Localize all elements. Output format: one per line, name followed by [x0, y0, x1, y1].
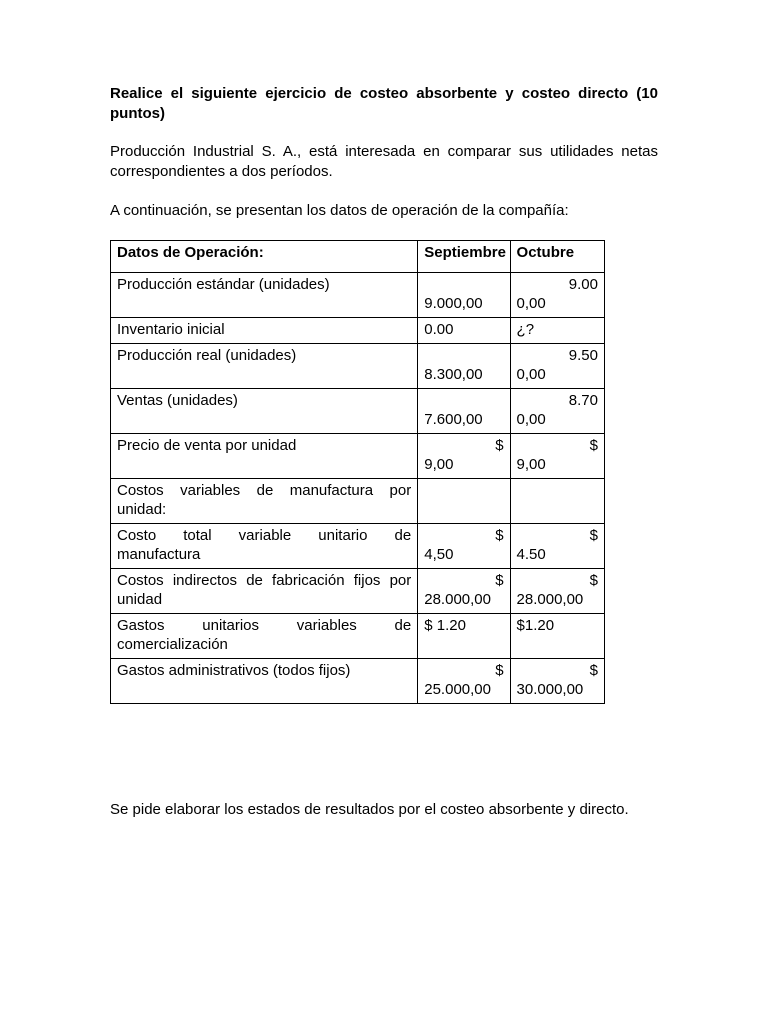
table-row [111, 389, 605, 434]
oct-top: 9.50 [568, 347, 598, 364]
oct-value [510, 479, 604, 524]
oct-value: $1.20 [510, 614, 604, 659]
row-label-line2: unidad [117, 591, 163, 608]
oct-cell [510, 659, 604, 704]
sep-cell [418, 524, 510, 569]
row-label: Ventas (unidades) [111, 389, 418, 434]
table-header-row [111, 241, 605, 273]
oct-cell [510, 524, 604, 569]
row-label: Precio de venta por unidad [111, 434, 418, 479]
row-label [111, 569, 418, 614]
header-octubre: Octubre [510, 241, 604, 273]
oct-currency: $ [589, 437, 598, 454]
sep-value: $ 1.20 [418, 614, 510, 659]
table-row [111, 434, 605, 479]
oct-cell [510, 344, 604, 389]
oct-value: 9,00 [516, 456, 546, 473]
sep-value: 7.600,00 [424, 411, 483, 428]
sep-value: 25.000,00 [424, 681, 491, 698]
row-label-line1: Costo total variable unitario de [117, 527, 412, 544]
sep-currency: $ [495, 527, 504, 544]
sep-cell [418, 389, 510, 434]
table-intro-paragraph: A continuación, se presentan los datos de operación de la compañía: [110, 202, 569, 219]
row-label-line2: manufactura [117, 546, 201, 563]
table-row [111, 524, 605, 569]
oct-top: 8.70 [568, 392, 598, 409]
sep-cell [418, 659, 510, 704]
row-label: Producción real (unidades) [111, 344, 418, 389]
sep-currency: $ [495, 572, 504, 589]
exercise-heading: Realice el siguiente ejercicio de costeo absorbente y costeo directo (10 puntos) [110, 85, 658, 122]
sep-value: 4,50 [424, 546, 454, 563]
oct-value: ¿? [510, 318, 604, 344]
oct-cell [510, 389, 604, 434]
operations-data-table [110, 240, 605, 704]
sep-value: 0.00 [418, 318, 510, 344]
sep-top [424, 346, 503, 365]
sep-cell [418, 569, 510, 614]
sep-value: 9.000,00 [424, 295, 483, 312]
oct-cell [510, 569, 604, 614]
sep-top [424, 275, 503, 294]
row-label [111, 614, 418, 659]
row-label-line1: Gastos unitarios variables de [117, 617, 412, 634]
oct-value: 0,00 [516, 366, 546, 383]
sep-value: 28.000,00 [424, 591, 491, 608]
row-label [111, 524, 418, 569]
row-label-line2: comercialización [117, 636, 228, 653]
row-label: Producción estándar (unidades) [111, 273, 418, 318]
row-label-line1: Costos indirectos de fabricación fijos por [117, 572, 412, 589]
table-row [111, 659, 605, 704]
oct-value: 30.000,00 [516, 681, 584, 698]
oct-cell [510, 273, 604, 318]
sep-value: 8.300,00 [424, 366, 483, 383]
sep-currency: $ [495, 662, 504, 679]
header-datos: Datos de Operación: [111, 241, 418, 273]
oct-top: 9.00 [568, 276, 598, 293]
row-label: Gastos administrativos (todos fijos) [111, 659, 418, 704]
row-label-line2: unidad: [117, 501, 167, 518]
task-paragraph: Se pide elaborar los estados de resultados por el costeo absorbente y directo. [110, 801, 629, 818]
table-row [111, 614, 605, 659]
oct-currency: $ [589, 572, 598, 589]
row-label: Inventario inicial [111, 318, 418, 344]
row-label-line1: Costos variables de manufactura por [117, 482, 412, 499]
oct-currency: $ [589, 527, 598, 544]
oct-value: 0,00 [516, 411, 546, 428]
oct-value: 4.50 [516, 546, 546, 563]
sep-value [418, 479, 510, 524]
oct-cell [510, 434, 604, 479]
table-row [111, 479, 605, 524]
oct-currency: $ [589, 662, 598, 679]
sep-currency: $ [495, 437, 504, 454]
oct-value: 0,00 [516, 295, 546, 312]
sep-value: 9,00 [424, 456, 454, 473]
sep-cell [418, 434, 510, 479]
table-row [111, 344, 605, 389]
sep-cell [418, 344, 510, 389]
table-row [111, 569, 605, 614]
header-septiembre: Septiembre [418, 241, 510, 273]
oct-value: 28.000,00 [516, 591, 584, 608]
sep-top [424, 391, 503, 410]
table-row [111, 273, 605, 318]
sep-cell [418, 273, 510, 318]
intro-paragraph: Producción Industrial S. A., está interesada en comparar sus utilidades netas correspondientes a dos períodos. [110, 143, 658, 180]
row-label [111, 479, 418, 524]
table-row [111, 318, 605, 344]
